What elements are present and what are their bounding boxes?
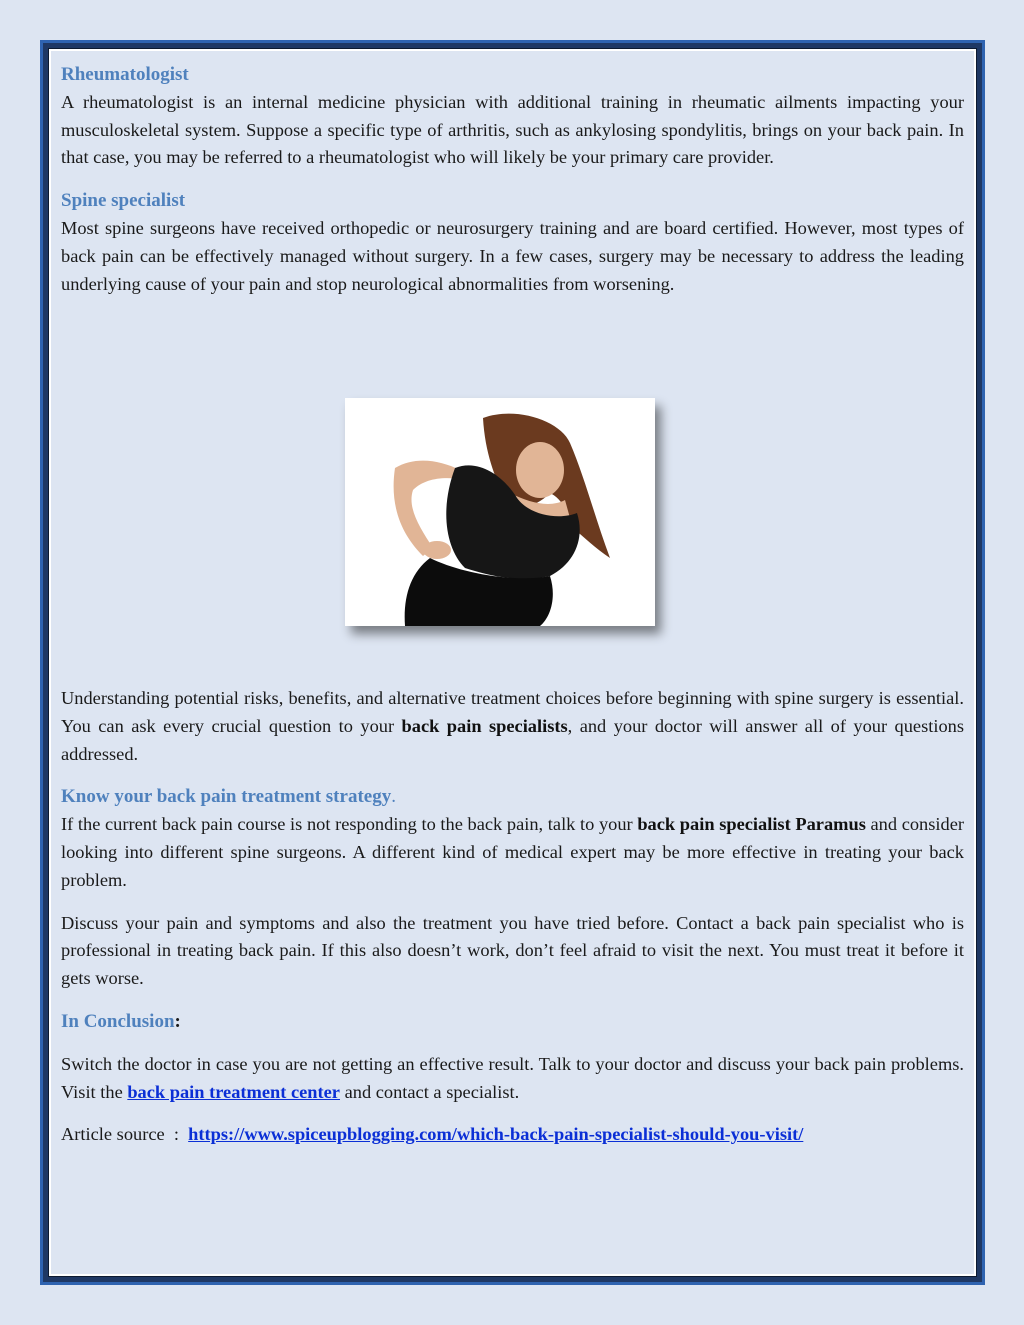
section-conclusion-heading: [61, 1008, 964, 1036]
bold-back-pain-specialist-paramus: back pain specialist Paramus: [637, 814, 866, 835]
link-article-source[interactable]: https://www.spiceupblogging.com/which-back-pain-specialist-should-you-visit/: [188, 1124, 804, 1145]
heading-conclusion-text: In Conclusion: [61, 1010, 175, 1032]
section-discuss: [61, 910, 964, 993]
section-article-source: [61, 1121, 964, 1149]
section-conclusion: [61, 1051, 964, 1107]
section-rheumatologist: [61, 61, 964, 172]
upper-content: [61, 61, 964, 313]
text-understanding-a: Understanding potential risks, benefits, and alternative treatment choices before beginning with spine surgery is essential. You can ask every crucial question to your: [61, 688, 964, 736]
heading-conclusion-colon: :: [174, 1010, 181, 1032]
paragraph-strategy: [61, 811, 964, 894]
paragraph-spine-specialist: Most spine surgeons have received orthopedic or neurosurgery training and are board certified. However, most types of back pain can be effectively managed without surgery. In a few cases, surgery may be necessary to address the leading underlying cause of your pain and stop neurological abnormalities from worsening.: [61, 217, 964, 294]
page-border: [40, 40, 985, 1285]
heading-strategy-punct: .: [391, 786, 396, 808]
heading-spine-specialist: Spine specialist: [61, 190, 186, 212]
heading-strategy: [61, 783, 964, 811]
section-strategy: [61, 783, 964, 894]
page: [49, 49, 976, 1276]
paragraph-rheumatologist: A rheumatologist is an internal medicine physician with additional training in rheumatic ailments impacting your musculoskeletal system. Suppose a specific type of arthritis, such as ankylosing spondylitis, brings on your back pain. In that case, you may be referred to a rheumatologist who will likely be your primary care provider.: [61, 91, 964, 168]
paragraph-article-source: [61, 1121, 964, 1149]
heading-conclusion: [61, 1008, 964, 1036]
text-understanding-b: , and your doctor will answer all of your questions addressed.: [61, 715, 964, 764]
text-conclusion-a: Switch the doctor in case you are not getting an effective result. Talk to your doctor and discuss your back pain problems. Visit the: [61, 1053, 964, 1102]
section-spine-specialist: [61, 187, 964, 298]
article-source-label: Article source :: [61, 1124, 189, 1145]
woman-back-pain-image: [345, 398, 655, 626]
paragraph-discuss: Discuss your pain and symptoms and also the treatment you have tried before. Contact a back pain specialist who is professional in treating back pain. If this also doesn’t work, don’t feel afraid to visit the next. You must treat it before it gets worse.: [61, 912, 964, 989]
text-conclusion-b: and contact a specialist.: [339, 1081, 520, 1102]
text-strategy-b: and consider looking into different spine surgeons. A different kind of medical expert may be more effective in treating your back problem.: [61, 814, 965, 890]
bold-back-pain-specialists: back pain specialists: [401, 715, 568, 736]
heading-rheumatologist: Rheumatologist: [61, 64, 189, 85]
section-understanding: [61, 685, 964, 768]
text-strategy-a: If the current back pain course is not responding to the back pain, talk to your: [61, 814, 638, 835]
link-back-pain-treatment-center[interactable]: back pain treatment center: [127, 1081, 340, 1102]
back-pain-photo: [345, 398, 655, 626]
heading-strategy-text: Know your back pain treatment strategy: [61, 786, 392, 808]
lower-content: [61, 685, 964, 1164]
paragraph-conclusion: [61, 1051, 964, 1107]
paragraph-understanding: [61, 685, 964, 768]
